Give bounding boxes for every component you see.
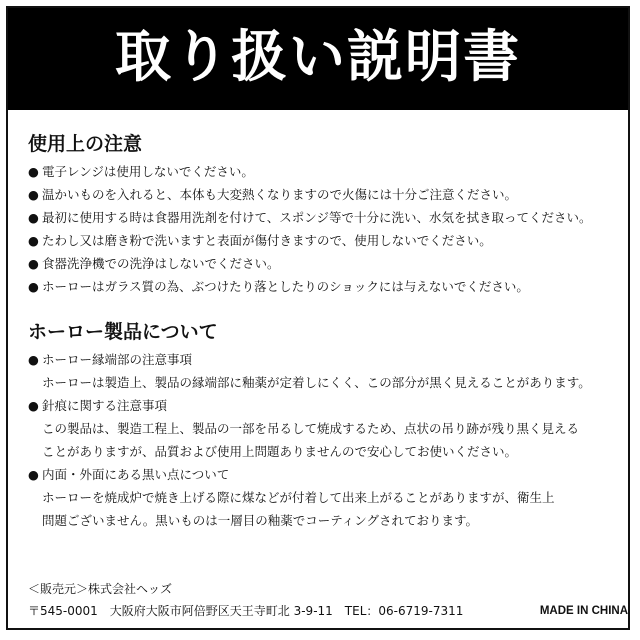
title-banner: [8, 8, 628, 110]
enamel-item-text: 内面・外面にある黒い点について: [42, 467, 230, 482]
bullet-icon: ●: [28, 233, 39, 248]
address-line: 〒545-0001 大阪府大阪市阿倍野区天王寺町北 3-9-11 TEL：06-6719-7311: [28, 604, 464, 618]
bullet-icon: ●: [28, 398, 39, 413]
seller-line: ＜販売元＞株式会社ヘッズ: [28, 582, 173, 596]
caution-item-text: 最初に使用する時は食器用洗剤を付けて、スポンジ等で十分に洗い、水気を拭き取ってください。: [42, 210, 592, 225]
enamel-item-text: 針痕に関する注意事項: [42, 398, 168, 413]
bullet-icon: ●: [28, 187, 39, 202]
caution-item: [28, 252, 628, 275]
bullet-icon: ●: [28, 164, 39, 179]
caution-item: [28, 275, 628, 298]
page-title: 取り扱い説明書: [115, 25, 521, 90]
enamel-list: [28, 348, 628, 532]
caution-item: [28, 160, 628, 183]
caution-item: [28, 206, 628, 229]
enamel-item: [28, 348, 628, 371]
caution-item-text: 食器洗浄機での洗浄はしないでください。: [42, 256, 280, 271]
bullet-icon: ●: [28, 352, 39, 367]
enamel-item-text: ホーロー縁端部の注意事項: [42, 352, 193, 367]
caution-item-text: 電子レンジは使用しないでください。: [42, 164, 254, 179]
enamel-heading: ホーロー製品について: [28, 321, 218, 343]
enamel-item: [28, 463, 628, 486]
enamel-detail-line: ことがありますが、品質および使用上問題ありませんので安心してお使いください。: [42, 444, 518, 459]
bullet-icon: ●: [28, 256, 39, 271]
made-in-label: MADE IN CHINA: [539, 605, 628, 617]
enamel-detail-line: ホーローを焼成炉で焼き上げる際に煤などが付着して出来上がることがありますが、衛生上: [42, 490, 555, 505]
enamel-item: [28, 394, 628, 417]
footer: [28, 578, 628, 622]
enamel-detail-line: この製品は、製造工程上、製品の一部を吊るして焼成するため、点状の吊り跡が残り黒く見える: [42, 421, 580, 436]
caution-list: [28, 160, 628, 298]
caution-item-text: たわし又は磨き粉で洗いますと表面が傷付きますので、使用しないでください。: [42, 233, 492, 248]
bullet-icon: ●: [28, 467, 39, 482]
instruction-sheet: [6, 6, 630, 630]
caution-item-text: ホーローはガラス質の為、ぶつけたり落としたりのショックには与えないでください。: [42, 279, 529, 294]
caution-item-text: 温かいものを入れると、本体も大変熱くなりますので火傷には十分ご注意ください。: [42, 187, 518, 202]
caution-item: [28, 229, 628, 252]
enamel-detail-line: ホーローは製造上、製品の縁端部に釉薬が定着しにくく、この部分が黒く見えることがあります。: [42, 375, 591, 390]
caution-heading: 使用上の注意: [28, 133, 143, 155]
bullet-icon: ●: [28, 279, 39, 294]
content-area: [28, 120, 628, 532]
bullet-icon: ●: [28, 210, 39, 225]
caution-item: [28, 183, 628, 206]
address-row: [28, 600, 628, 622]
enamel-detail-line: 問題ございません。黒いものは一層目の釉薬でコーティングされております。: [42, 513, 479, 528]
